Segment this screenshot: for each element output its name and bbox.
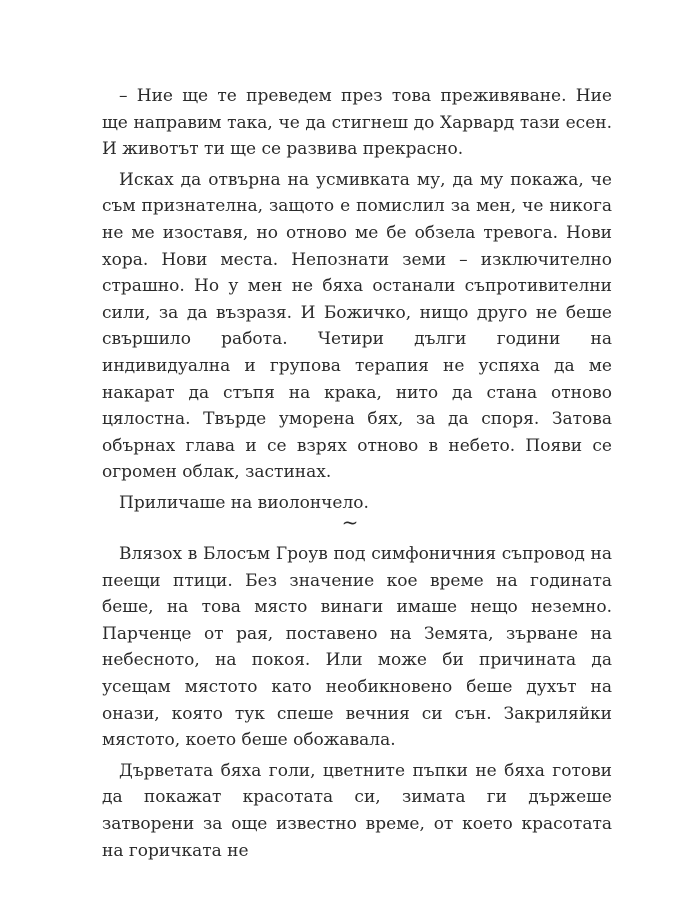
paragraph: Исках да отвърна на усмивката му, да му покажа, че съм признателна, защото е помислил за мен, че никога не ме изоставя, но отново ме бе обзела тревога. Нови хора. Нови места. Непознати земи – изключително страшно. Но у мен не бяха останали съпротивителни сили, за да възразя. И Божичко, нищо друго не беше свършило работа. Четири дълги години на индивидуална и групова терапия не успяха да ме накарат да стъпя на крака, нито да стана отново цялостна. Твърде уморена бях, за да споря. Затова обърнах глава и се взрях отново в небето. Появи се огромен облак, застинах. — [102, 169, 612, 483]
paragraph: Влязох в Блосъм Гроув под симфоничния съпровод на пеещи птици. Без значение кое време на годината беше, на това място винаги имаше нещо неземно. Парченце от рая, поставено на Земята, зърване на небесното, на покоя. Или може би причината да усещам мястото като необикновено беше духът на онази, която тук спеше вечния си сън. Закриляйки мястото, което беше обожавала. — [102, 544, 612, 751]
paragraph: – Ние ще те преведем през това преживяване. Ние ще направим така, че да стигнеш до Харвард тази есен. И животът ти ще се развива прекрасно. — [102, 86, 612, 160]
paragraph: Дърветата бяха голи, цветните пъпки не бяха готови да покажат красотата си, зимата ги държеше затворени за още известно време, от което красотата на горичката не — [102, 760, 612, 861]
paragraph: Приличаше на виолончело. — [119, 492, 369, 513]
section-separator: ~ — [341, 510, 359, 534]
text-section-1 — [102, 83, 612, 521]
text-section-2 — [102, 541, 612, 868]
